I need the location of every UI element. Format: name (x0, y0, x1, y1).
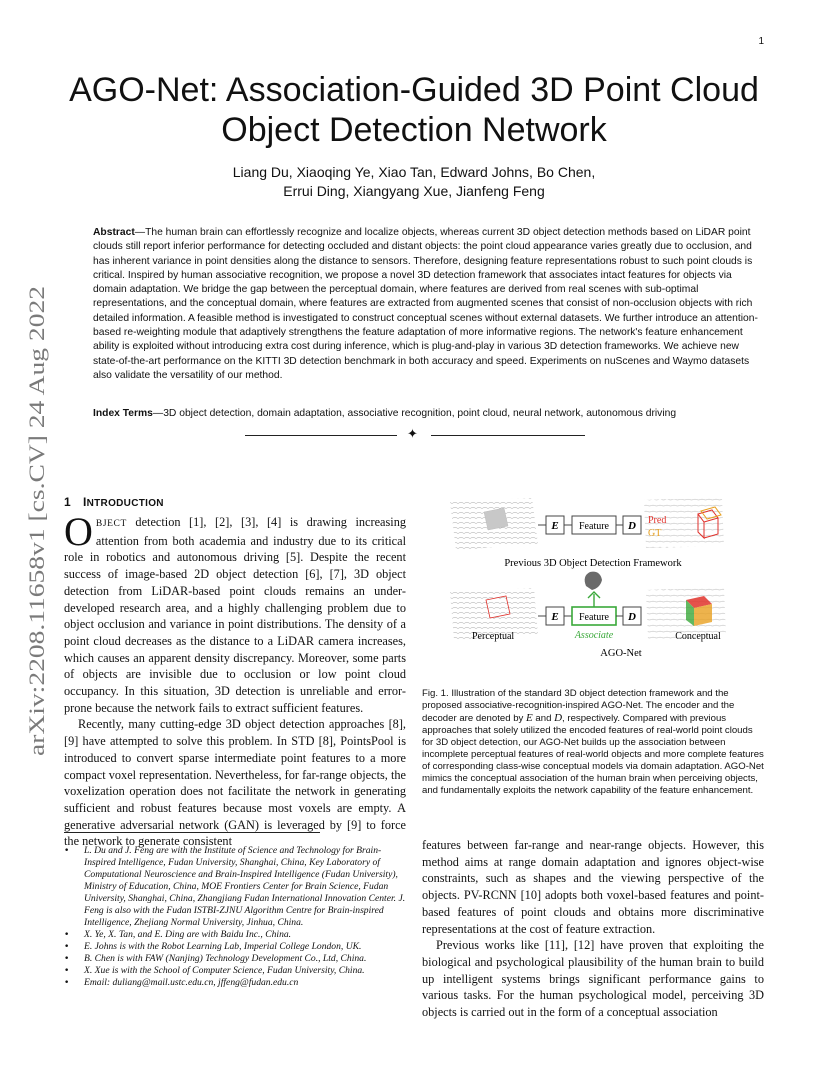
abstract-text: —The human brain can effortlessly recognize and localize objects, whereas current 3D object detection methods based on LiDAR point clouds still report inferior performance for detecting occluded and distant objects: the point cloud appearance varies greatly due to occlusion, and has inherent variance in point densities along the distance to sensors. Therefore, designing feature representations robust to such point clouds is critical. Inspired by human associative recognition, we propose a novel 3D detection framework that associates intact features for objects via domain adaptation. We bridge the gap between the perceptual domain, where features are derived from real scenes with sub-optimal representations, and the conceptual domain, where features are extracted from augmented scenes that consist of non-occlusion objects with rich detailed information. A feasible method is investigated to construct conceptual scenes without external datasets. We further introduce an attention-based re-weighting module that adaptively strengthens the feature adaptation of more informative regions. The network's feature enhancement ability is exploited without introducing extra cost during inference, which is plug-and-play in various 3D detection frameworks. We achieve new state-of-the-art performance on the KITTI 3D detection benchmark in both accuracy and speed. Experiments on nuScenes and Waymo datasets also validate the versatility of our method. (93, 227, 758, 381)
associate-label: Associate (574, 630, 614, 641)
author-line-2: Errui Ding, Xiangyang Xue, Jianfeng Feng (283, 183, 545, 199)
svg-text:E: E (551, 611, 559, 623)
perceptual-label: Perceptual (472, 631, 515, 642)
section-title-rest: NTRODUCTION (86, 498, 164, 509)
index-terms-label: Index Terms (93, 408, 153, 419)
drop-cap: O (64, 509, 93, 554)
author-affiliation-footnotes (64, 845, 406, 989)
section-title-initial: I (82, 495, 87, 509)
right-paragraph-1: features between far-range and near-range objects. However, this method aims at range domain adaptation and ignores object-wise constraints, such as shapes and the viewing perspective of the objects. PV-RCNN [10] adopts both voxel-based features and point-based features of point clouds and obtains more discriminative representations at the cost of feature extraction. (422, 838, 764, 936)
caption-part-2: and (532, 713, 555, 724)
arxiv-identifier-stamp (14, 280, 54, 760)
right-paragraph-2: Previous works like [11], [12] have proven that exploiting the biological and psychological plausibility of the human brain to build up intelligent systems brings significant performance gains to various tasks. For the human psychological model, perceiving 3D objects is carried out in the form of a conceptual association (422, 938, 764, 1020)
svg-text:Feature: Feature (579, 521, 609, 532)
index-terms (93, 407, 763, 421)
caption-part-1: Fig. 1. Illustration of the standard 3D object detection framework and the proposed associative-recognition-inspired AGO-Net. The encoder and the decoder are denoted by (422, 688, 735, 724)
gt-label: GT (648, 528, 662, 539)
paper-title-line-2: Object Detection Network (221, 111, 607, 149)
association-connector (588, 592, 600, 607)
separator-line-left (245, 435, 397, 436)
previous-framework-diagram (450, 498, 724, 569)
abstract-label: Abstract (93, 227, 135, 238)
footnote-item: • X. Ye, X. Tan, and E. Ding are with Baidu Inc., China. (64, 929, 406, 941)
figure-1-caption (422, 688, 764, 797)
pred-label: Pred (648, 515, 667, 526)
caption-part-3: , respectively. Compared with previous approaches that solely utilized the encoded features of real-world point clouds for 3D object detection, our AGO-Net builds up the association between incomplete perceptual features of real-world objects and more complete features of corresponding class-wise conceptual models via domain adaptation. AGO-Net mimics the conceptual association of the human brain when perceiving objects, and fundamentally exploits the network capability of the feature enhancement. (422, 713, 764, 796)
footnote-item: • L. Du and J. Feng are with the Institute of Science and Technology for Brain-Inspired Intelligence, Fudan University, Shanghai, China, Key Laboratory of Computational Neuroscience and Brain-Inspired Intelligence (Fudan University), Ministry of Education, China, MOE Frontiers Center for Brain Science, Fudan University, Shanghai, China, Zhangjiang Fudan International Innovation Center. J. Feng is also with the Fudan ISTBI-ZJNU Algorithm Centre for Brain-inspired Intelligence, Zhejiang Normal University, Jinhua, China. (64, 845, 406, 929)
conceptual-object-cube (686, 596, 712, 626)
conceptual-object-model-icon (585, 572, 602, 590)
ago-net-caption: AGO-Net (600, 648, 642, 659)
author-list (60, 163, 768, 201)
page-number: 1 (758, 36, 764, 47)
section-separator (245, 428, 585, 442)
paper-title-line-1: AGO-Net: Association-Guided 3D Point Cloud (69, 71, 759, 109)
intro-paragraph-2: Recently, many cutting-edge 3D object detection approaches [8], [9] have attempted to solve this problem. In STD [8], PointsPool is introduced to convert sparse intermediate point features to a more compact voxel representation. Nevertheless, for far-range objects, the voxelization operation does not facilitate the network in generating sufficient and robust features because most voxels are empty. A generative adversarial network (GAN) is leveraged by [9] to force the network to generate consistent (64, 717, 406, 849)
section-heading-introduction (64, 495, 164, 509)
separator-diamond-icon: ✦ (407, 427, 418, 442)
footnote-item: • B. Chen is with FAW (Nanjing) Technology Development Co., Ltd, China. (64, 953, 406, 965)
svg-text:D: D (628, 520, 636, 532)
intro-paragraph-1-text: detection [1], [2], [3], [4] is drawing increasing attention from both academia and industry due to its critical role in robotics and autonomous driving [5]. Despite the recent success of image-based 2D object detection [6], [7], 3D object detection from LiDAR-based point clouds remains an under-developed research area, and a highly challenging problem due to object occlusion and variance in point distributions. The density of a point cloud decreases as the distance to a LiDAR camera increases, which causes an apparent density discrepancy. Moreover, some parts of objects are invisible due to occlusion or low point cloud occupancy. In this situation, 3D detection is unreliable and error-prone because the network fails to extract sufficient features. (64, 515, 406, 715)
ago-net-diagram (450, 572, 726, 659)
arxiv-identifier-text: arXiv:2208.11658v1 [cs.CV] 24 Aug 2022 (24, 380, 49, 756)
paper-title (60, 70, 768, 150)
previous-framework-caption: Previous 3D Object Detection Framework (504, 558, 682, 569)
separator-line-right (431, 435, 585, 436)
svg-text:D: D (628, 611, 636, 623)
left-column-body (64, 509, 406, 850)
figure-1 (422, 496, 764, 668)
small-caps-word: BJECT (95, 519, 127, 529)
author-line-1: Liang Du, Xiaoqing Ye, Xiao Tan, Edward Johns, Bo Chen, (232, 164, 596, 180)
footnote-rule (64, 832, 320, 833)
svg-text:E: E (551, 520, 559, 532)
caption-encoder-symbol: E (526, 712, 533, 724)
footnote-item: • E. Johns is with the Robot Learning Lab, Imperial College London, UK. (64, 941, 406, 953)
footnote-item: • Email: duliang@mail.ustc.edu.cn, jffeng@fudan.edu.cn (64, 977, 406, 989)
footnote-list (64, 845, 406, 989)
abstract (93, 226, 763, 383)
footnote-item: • X. Xue is with the School of Computer Science, Fudan University, China. (64, 965, 406, 977)
right-column-body (422, 837, 764, 1021)
svg-text:Feature: Feature (579, 612, 609, 623)
conceptual-label: Conceptual (675, 631, 721, 642)
caption-decoder-symbol: D (554, 712, 563, 724)
intro-paragraph-1 (64, 509, 406, 716)
section-number: 1 (64, 495, 71, 509)
index-terms-text: —3D object detection, domain adaptation, associative recognition, point cloud, neural network, autonomous driving (152, 408, 677, 419)
